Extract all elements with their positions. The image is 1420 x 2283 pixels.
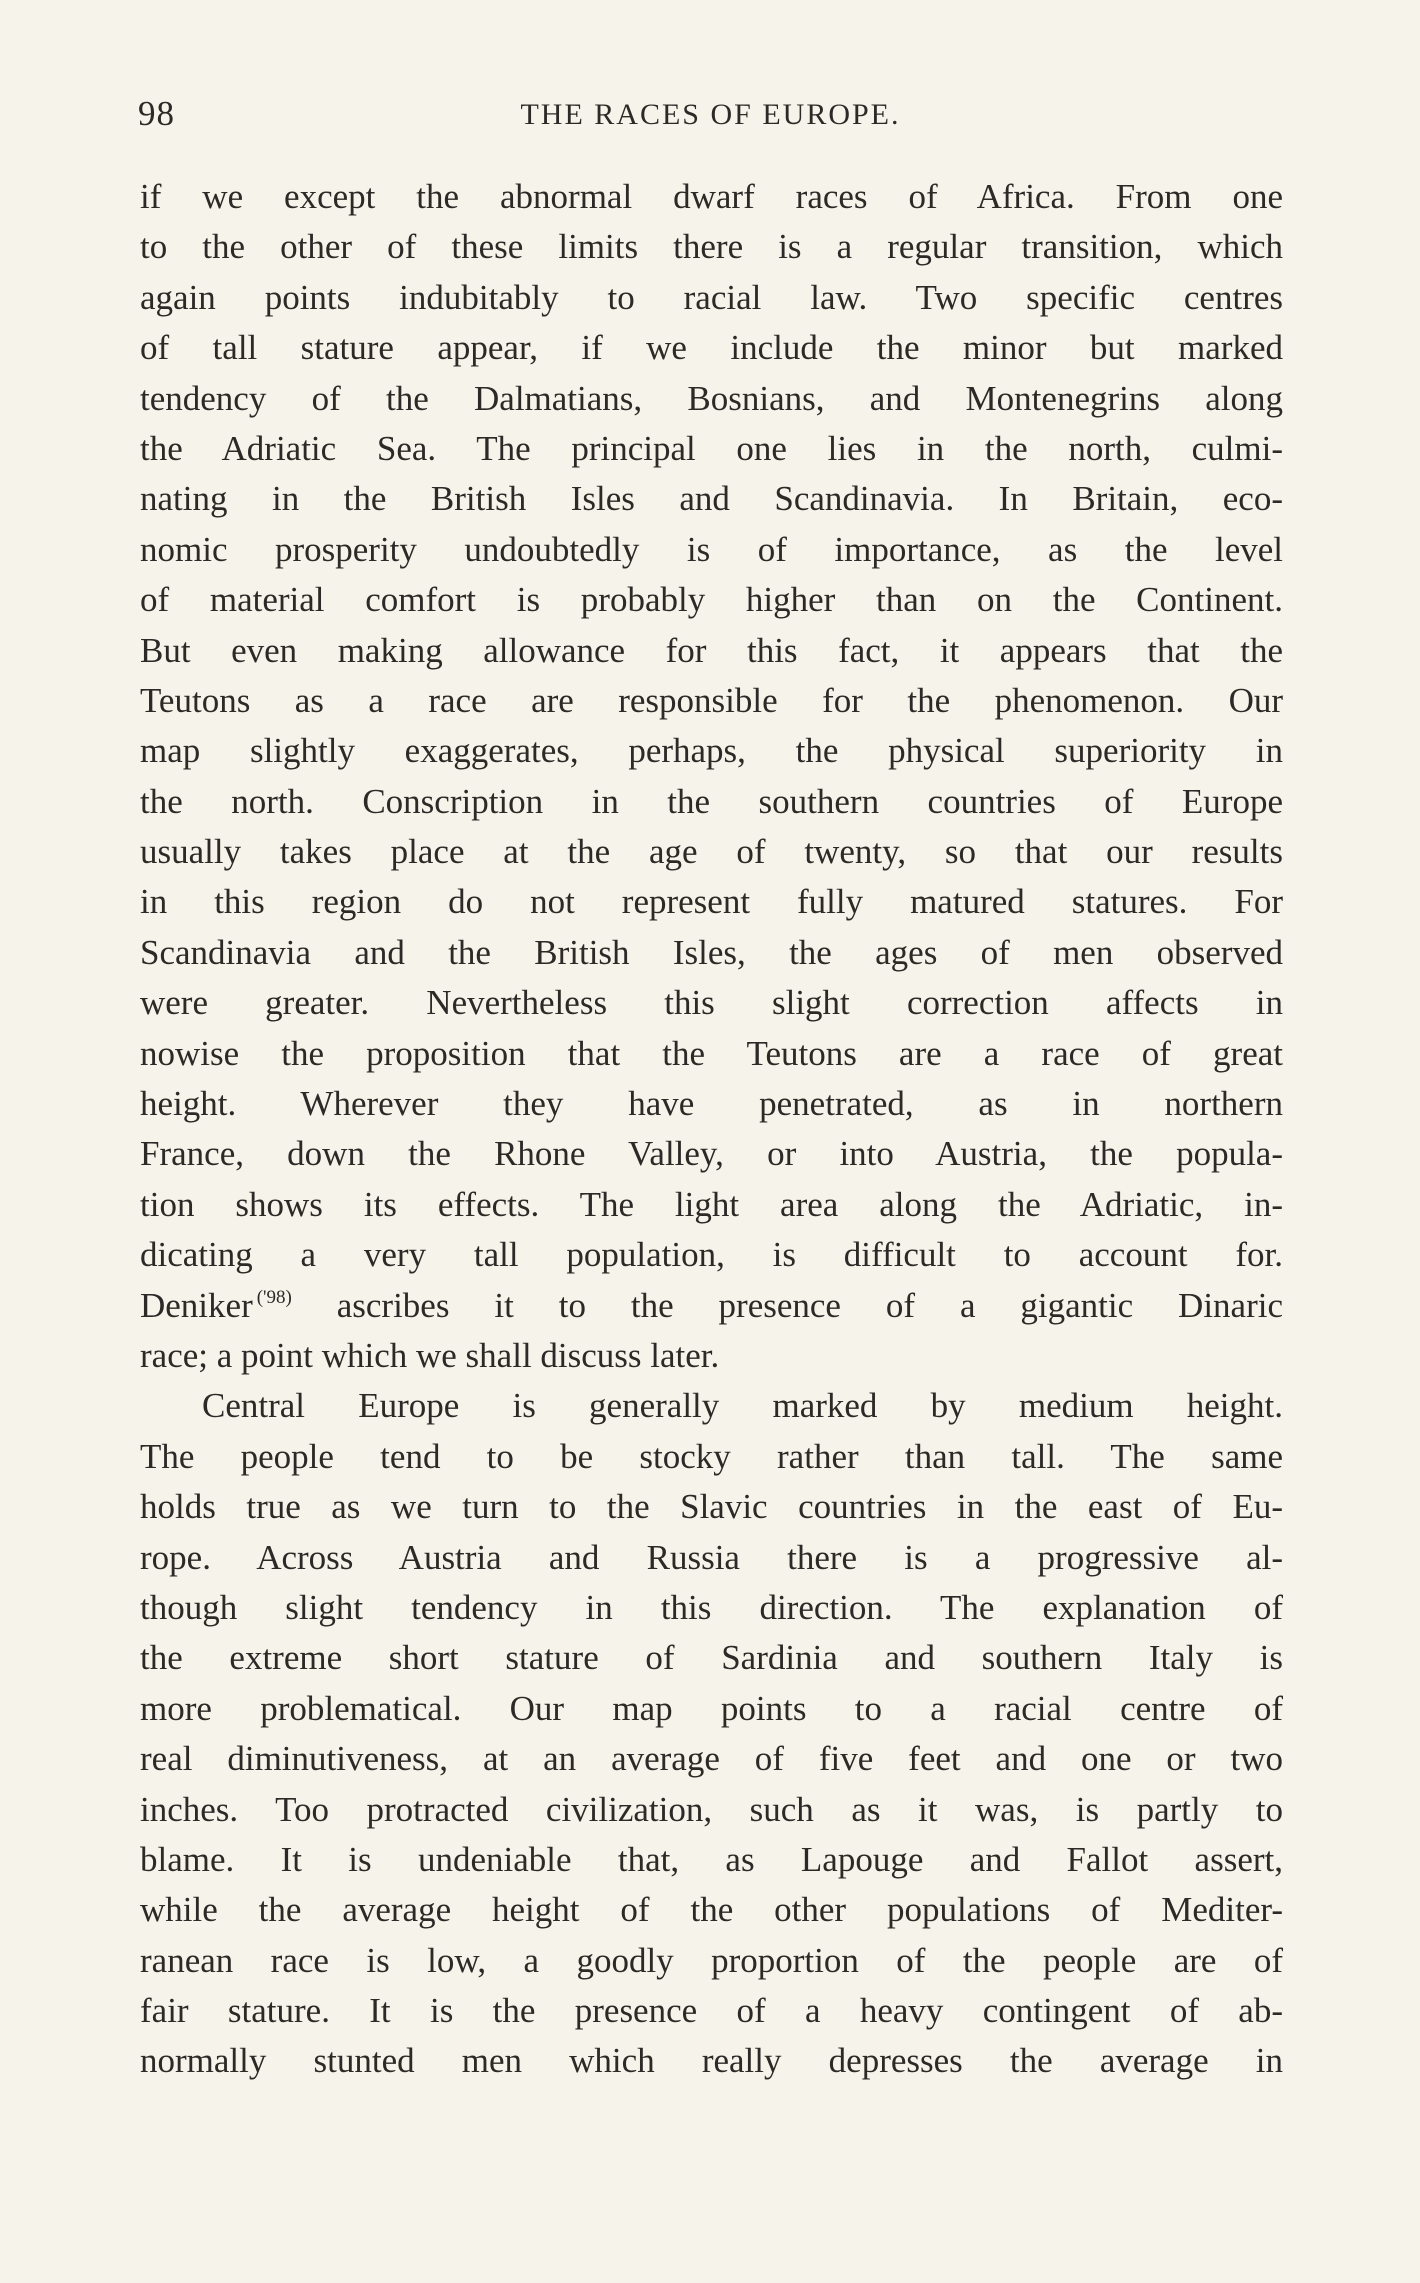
text-line: holds true as we turn to the Slavic countries in the east of Eu-	[140, 1487, 1283, 1527]
text-line: real diminutiveness, at an average of five feet and one or two	[140, 1739, 1283, 1779]
text-line: race; a point which we shall discuss later.	[140, 1335, 720, 1375]
text-line: nomic prosperity undoubtedly is of importance, as the level	[140, 529, 1283, 569]
text-line: if we except the abnormal dwarf races of Africa. From one	[140, 177, 1283, 216]
page-header	[138, 90, 1283, 140]
text-line: while the average height of the other populations of Mediter-	[140, 1890, 1283, 1930]
paragraph	[140, 1381, 1283, 2086]
text-line: usually takes place at the age of twenty, so that our results	[140, 832, 1283, 872]
text-line: nowise the proposition that the Teutons are a race of great	[140, 1033, 1283, 1073]
text-line: France, down the Rhone Valley, or into Austria, the popula-	[140, 1134, 1283, 1174]
text-line: The people tend to be stocky rather than tall. The same	[140, 1436, 1283, 1476]
text-line: the Adriatic Sea. The principal one lies in the north, culmi-	[140, 428, 1283, 468]
text-line: normally stunted men which really depresses the average in	[140, 2041, 1283, 2081]
text-segment: ascribes it to the presence of a gigantic Dinaric	[336, 1285, 1283, 1325]
text-line	[140, 1281, 1283, 1331]
text-line: map slightly exaggerates, perhaps, the physical superiority in	[140, 731, 1283, 771]
citation-marker: ('98)	[256, 1286, 292, 1308]
page-number: 98	[138, 94, 175, 133]
text-line: fair stature. It is the presence of a heavy contingent of ab-	[140, 1991, 1283, 2031]
text-line: Teutons as a race are responsible for the phenomenon. Our	[140, 680, 1283, 720]
text-line: more problematical. Our map points to a racial centre of	[140, 1688, 1283, 1728]
text-line: blame. It is undeniable that, as Lapouge and Fallot assert,	[140, 1839, 1283, 1879]
paragraph	[140, 172, 1283, 1281]
text-line: in this region do not represent fully matured statures. For	[140, 882, 1283, 922]
text-line: though slight tendency in this direction. The explanation of	[140, 1587, 1283, 1627]
text-line: dicating a very tall population, is difficult to account for.	[140, 1235, 1283, 1275]
text-line: to the other of these limits there is a regular transition, which	[140, 227, 1283, 267]
text-line: inches. Too protracted civilization, such as it was, is partly to	[140, 1789, 1283, 1829]
text-line: of tall stature appear, if we include the minor but marked	[140, 328, 1283, 368]
text-line: of material comfort is probably higher than on the Continent.	[140, 580, 1283, 620]
text-line: ranean race is low, a goodly proportion of the people are of	[140, 1940, 1283, 1980]
text-line: height. Wherever they have penetrated, as in northern	[140, 1084, 1283, 1124]
text-line: tendency of the Dalmatians, Bosnians, and Montenegrins along	[140, 378, 1283, 418]
text-line: the north. Conscription in the southern countries of Europe	[140, 781, 1283, 821]
text-line: nating in the British Isles and Scandinavia. In Britain, eco-	[140, 479, 1283, 519]
text-line: Scandinavia and the British Isles, the ages of men observed	[140, 932, 1283, 972]
text-line: Central Europe is generally marked by medium height.	[202, 1386, 1283, 1426]
text-line: the extreme short stature of Sardinia and southern Italy is	[140, 1638, 1283, 1678]
text-line: were greater. Nevertheless this slight correction affects in	[140, 983, 1283, 1023]
text-line: But even making allowance for this fact, it appears that the	[140, 630, 1283, 670]
text-line: again points indubitably to racial law. Two specific centres	[140, 277, 1283, 317]
citation-author: Deniker	[140, 1285, 253, 1325]
body-text	[140, 172, 1283, 2087]
text-line: tion shows its effects. The light area along the Adriatic, in-	[140, 1184, 1283, 1224]
text-line: rope. Across Austria and Russia there is a progressive al-	[140, 1537, 1283, 1577]
running-head: THE RACES OF EUROPE.	[520, 98, 901, 131]
